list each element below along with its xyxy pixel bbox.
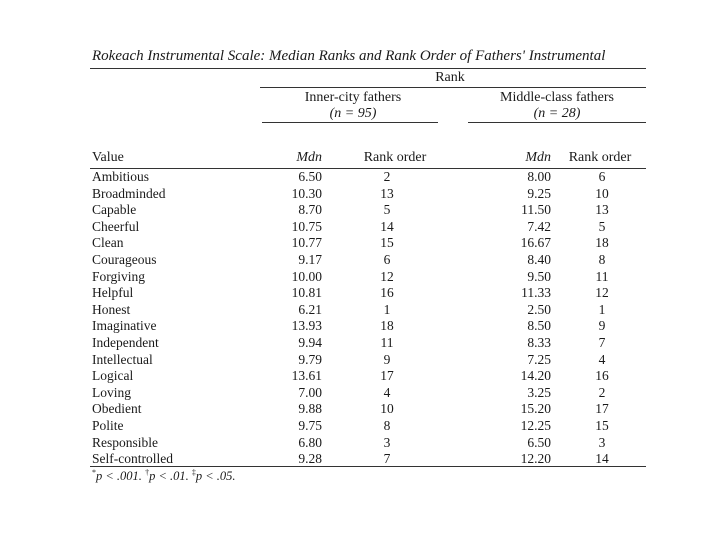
value-label: Broadminded [92, 185, 166, 201]
col-value-header: Value [92, 150, 124, 165]
group2-n: (n = 28) [533, 106, 581, 121]
middle-class-mdn: 11.50 [521, 202, 551, 218]
value-label: Honest [92, 301, 131, 317]
inner-city-mdn: 9.28 [298, 451, 322, 467]
top-rule [90, 68, 646, 69]
rank-spanner: Rank [435, 70, 465, 85]
middle-class-mdn: 2.50 [527, 301, 551, 317]
table-row [92, 219, 652, 236]
table-row [92, 418, 652, 435]
middle-class-rank: 14 [595, 451, 609, 467]
table-row [92, 335, 652, 352]
middle-class-rank: 7 [598, 335, 606, 350]
inner-city-rank: 11 [380, 335, 394, 350]
middle-class-mdn: 11.33 [521, 285, 551, 301]
table-row [92, 318, 652, 335]
inner-city-mdn: 9.94 [298, 335, 322, 350]
inner-city-mdn: 10.75 [291, 218, 322, 234]
value-label: Ambitious [92, 169, 150, 184]
inner-city-rank: 13 [380, 185, 394, 201]
note-text-3: p < .05. [195, 469, 236, 484]
middle-class-mdn: 9.50 [527, 268, 551, 284]
table-row [92, 302, 652, 319]
value-label: Forgiving [92, 268, 146, 284]
inner-city-mdn: 10.30 [291, 185, 322, 201]
middle-class-mdn: 8.33 [527, 335, 551, 350]
value-label: Loving [92, 384, 131, 400]
value-label: Courageous [92, 252, 157, 267]
value-label: Logical [92, 368, 134, 384]
inner-city-mdn: 8.70 [298, 202, 322, 218]
inner-city-mdn: 9.79 [298, 351, 322, 367]
middle-class-rank: 16 [595, 368, 609, 384]
middle-class-rank: 9 [598, 318, 606, 334]
middle-class-mdn: 12.25 [520, 418, 551, 433]
middle-class-rank: 6 [598, 169, 606, 184]
middle-class-rank: 3 [598, 434, 606, 450]
table-row [92, 435, 652, 452]
inner-city-rank: 4 [383, 384, 391, 400]
middle-class-mdn: 7.25 [527, 351, 551, 367]
table-row [92, 368, 652, 385]
table-row [92, 401, 652, 418]
middle-class-mdn: 7.42 [527, 218, 551, 234]
inner-city-mdn: 10.00 [291, 268, 322, 284]
inner-city-rank: 17 [380, 368, 394, 384]
inner-city-mdn: 9.88 [298, 401, 322, 417]
table-row [92, 385, 652, 402]
inner-city-mdn: 9.75 [298, 418, 322, 433]
inner-city-mdn: 13.93 [291, 318, 322, 334]
inner-city-rank: 6 [383, 252, 391, 267]
inner-city-rank: 16 [380, 285, 394, 301]
table-row [92, 202, 652, 219]
group1-rule [262, 122, 438, 123]
group2-name: Middle-class fathers [500, 90, 614, 105]
middle-class-rank: 4 [598, 351, 606, 367]
middle-class-rank: 15 [595, 418, 609, 433]
col-mdn1-header: Mdn [296, 150, 322, 165]
value-label: Polite [92, 418, 124, 433]
middle-class-mdn: 6.50 [527, 434, 551, 450]
col-rank1-header: Rank order [363, 150, 427, 165]
middle-class-rank: 18 [595, 235, 609, 251]
note-text-2: p < .01. [149, 469, 192, 484]
inner-city-rank: 12 [380, 268, 394, 284]
col-mdn2-header: Mdn [525, 150, 551, 165]
table-footnote [92, 468, 236, 484]
value-label: Clean [92, 235, 124, 251]
table-row [92, 235, 652, 252]
inner-city-rank: 2 [383, 169, 391, 184]
inner-city-rank: 18 [380, 318, 394, 334]
value-label: Responsible [92, 434, 158, 450]
table-row [92, 269, 652, 286]
table-row [92, 186, 652, 203]
inner-city-rank: 1 [383, 301, 391, 317]
bottom-rule [90, 466, 646, 467]
group2-rule [468, 122, 646, 123]
inner-city-mdn: 7.00 [298, 384, 322, 400]
table-row [92, 285, 652, 302]
middle-class-mdn: 8.50 [527, 318, 551, 334]
middle-class-rank: 5 [598, 218, 606, 234]
inner-city-rank: 14 [380, 218, 394, 234]
inner-city-rank: 3 [383, 434, 391, 450]
note-symbol-2: † [145, 468, 150, 477]
spanner-rule [260, 87, 646, 88]
middle-class-mdn: 12.20 [520, 451, 551, 467]
middle-class-rank: 8 [598, 252, 606, 267]
middle-class-rank: 1 [598, 301, 606, 317]
value-label: Independent [92, 335, 159, 350]
note-symbol-3: ‡ [191, 468, 196, 477]
inner-city-rank: 10 [380, 401, 394, 417]
middle-class-rank: 2 [598, 384, 606, 400]
table-row [92, 252, 652, 269]
inner-city-rank: 7 [383, 451, 391, 467]
middle-class-rank: 10 [595, 185, 609, 201]
value-label: Imaginative [92, 318, 157, 334]
value-label: Helpful [92, 285, 134, 301]
inner-city-rank: 9 [383, 351, 391, 367]
table-row [92, 352, 652, 369]
value-label: Obedient [92, 401, 142, 417]
group1-name: Inner-city fathers [304, 90, 402, 105]
inner-city-rank: 5 [383, 202, 391, 218]
value-label: Self-controlled [92, 451, 173, 467]
inner-city-mdn: 6.21 [298, 301, 322, 317]
middle-class-mdn: 8.00 [527, 169, 551, 184]
value-label: Intellectual [92, 351, 153, 367]
inner-city-mdn: 9.17 [298, 252, 322, 267]
inner-city-rank: 15 [380, 235, 394, 251]
page-title: Rokeach Instrumental Scale: Median Ranks and Rank Order of Fathers' Instrumental [92, 48, 606, 64]
middle-class-mdn: 3.25 [527, 384, 551, 400]
note-symbol-1: * [92, 468, 96, 477]
inner-city-mdn: 10.81 [291, 285, 322, 301]
middle-class-mdn: 9.25 [527, 185, 551, 201]
note-text-1: p < .001. [96, 469, 146, 484]
inner-city-mdn: 6.80 [298, 434, 322, 450]
inner-city-mdn: 13.61 [291, 368, 322, 384]
group1-n: (n = 95) [329, 106, 377, 121]
middle-class-rank: 13 [595, 202, 609, 218]
middle-class-rank: 11 [595, 268, 609, 284]
middle-class-mdn: 15.20 [520, 401, 551, 417]
middle-class-rank: 17 [595, 401, 609, 417]
table-row [92, 169, 652, 186]
col-rank2-header: Rank order [568, 150, 632, 165]
value-label: Capable [92, 202, 137, 218]
middle-class-rank: 12 [595, 285, 609, 301]
inner-city-rank: 8 [383, 418, 391, 433]
inner-city-mdn: 10.77 [291, 235, 322, 251]
middle-class-mdn: 8.40 [527, 252, 551, 267]
value-label: Cheerful [92, 218, 140, 234]
inner-city-mdn: 6.50 [298, 169, 322, 184]
middle-class-mdn: 16.67 [520, 235, 551, 251]
middle-class-mdn: 14.20 [520, 368, 551, 384]
